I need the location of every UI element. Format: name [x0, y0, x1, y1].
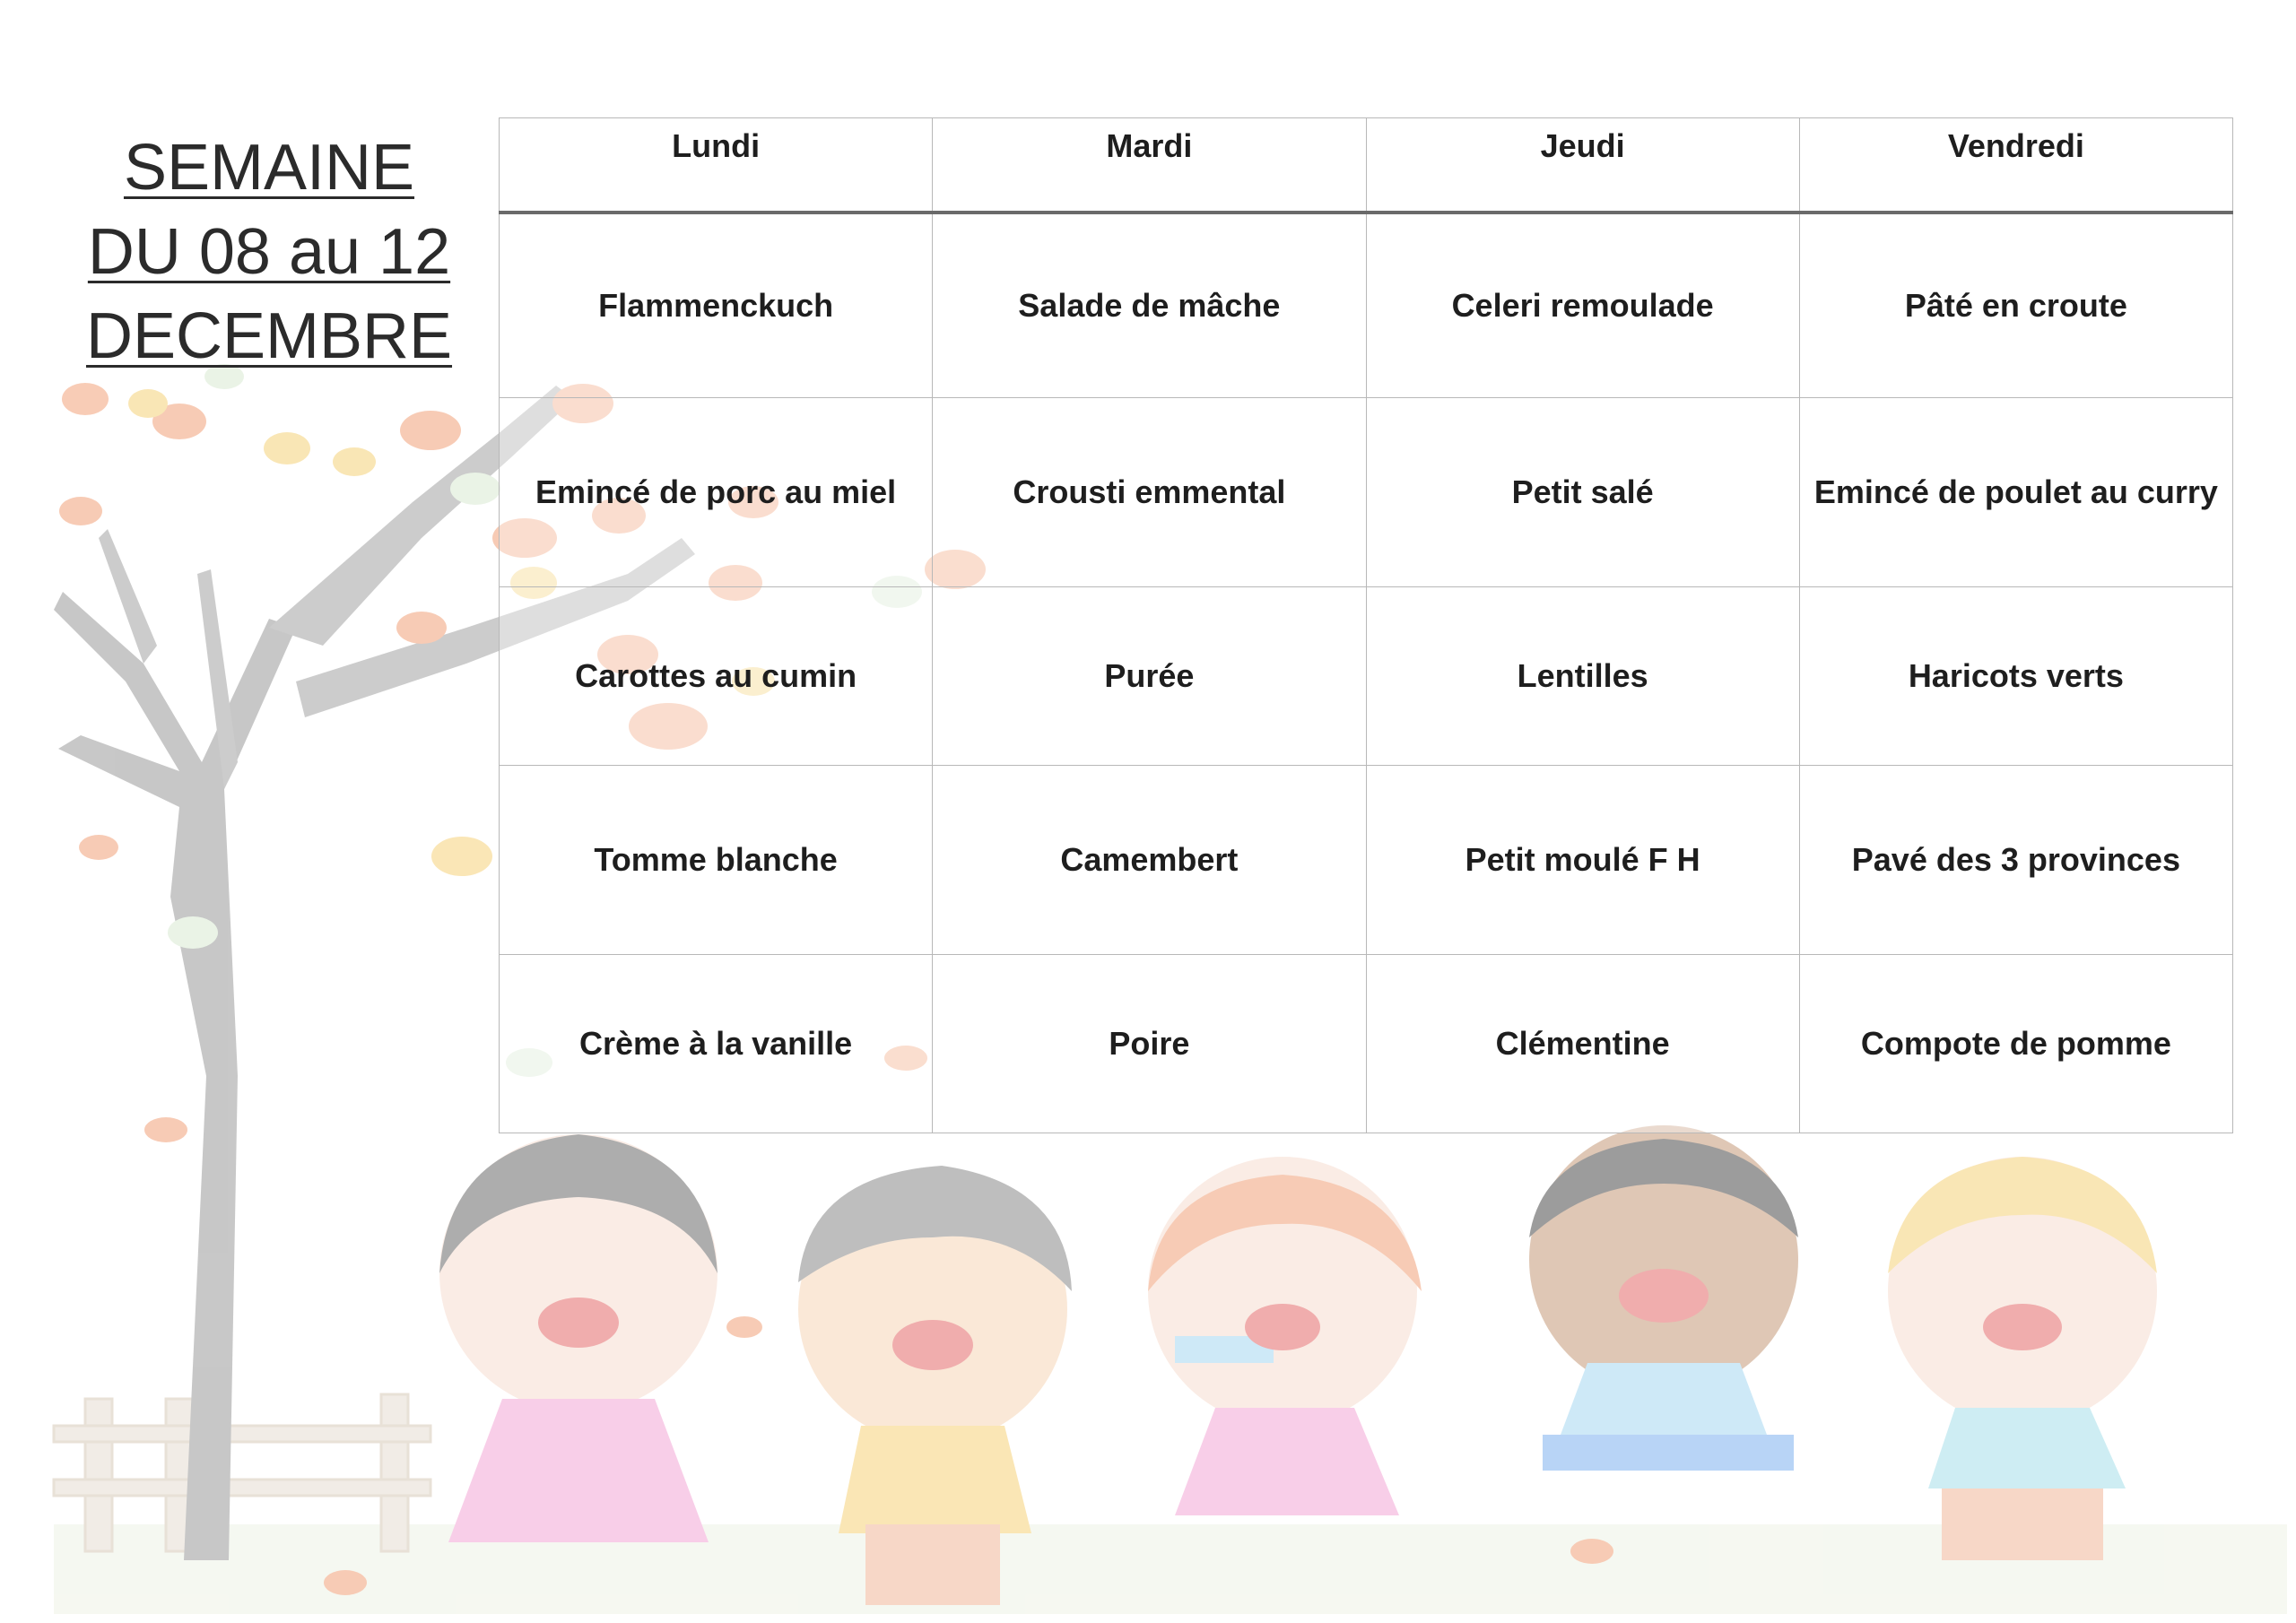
table-cell: Flammenckuch [500, 213, 933, 398]
table-cell: Purée [933, 587, 1366, 766]
menu-table [499, 117, 2233, 1133]
table-cell: Haricots verts [1799, 587, 2232, 766]
table-row [500, 587, 2233, 766]
table-cell: Lentilles [1366, 587, 1799, 766]
table-cell: Petit salé [1366, 398, 1799, 587]
column-header-lundi: Lundi [500, 118, 933, 213]
table-cell: Carottes au cumin [500, 587, 933, 766]
table-cell: Salade de mâche [933, 213, 1366, 398]
table-row [500, 213, 2233, 398]
table-row [500, 955, 2233, 1133]
table-cell: Clémentine [1366, 955, 1799, 1133]
column-header-jeudi: Jeudi [1366, 118, 1799, 213]
title-line-1: SEMAINE [123, 132, 415, 204]
table-cell: Emincé de porc au miel [500, 398, 933, 587]
table-cell: Pavé des 3 provinces [1799, 766, 2232, 955]
title-line-2: DU 08 au 12 [87, 216, 451, 288]
week-title [54, 126, 484, 378]
table-cell: Celeri remoulade [1366, 213, 1799, 398]
table-cell: Tomme blanche [500, 766, 933, 955]
table-cell: Emincé de poulet au curry [1799, 398, 2232, 587]
table-row [500, 766, 2233, 955]
table-cell: Camembert [933, 766, 1366, 955]
table-cell: Pâté en croute [1799, 213, 2232, 398]
table-cell: Petit moulé F H [1366, 766, 1799, 955]
column-header-mardi: Mardi [933, 118, 1366, 213]
column-header-vendredi: Vendredi [1799, 118, 2232, 213]
table-cell: Compote de pomme [1799, 955, 2232, 1133]
table-header-row [500, 118, 2233, 213]
title-line-3: DECEMBRE [85, 300, 453, 372]
table-cell: Poire [933, 955, 1366, 1133]
table-cell: Crème à la vanille [500, 955, 933, 1133]
table-row [500, 398, 2233, 587]
table-cell: Crousti emmental [933, 398, 1366, 587]
